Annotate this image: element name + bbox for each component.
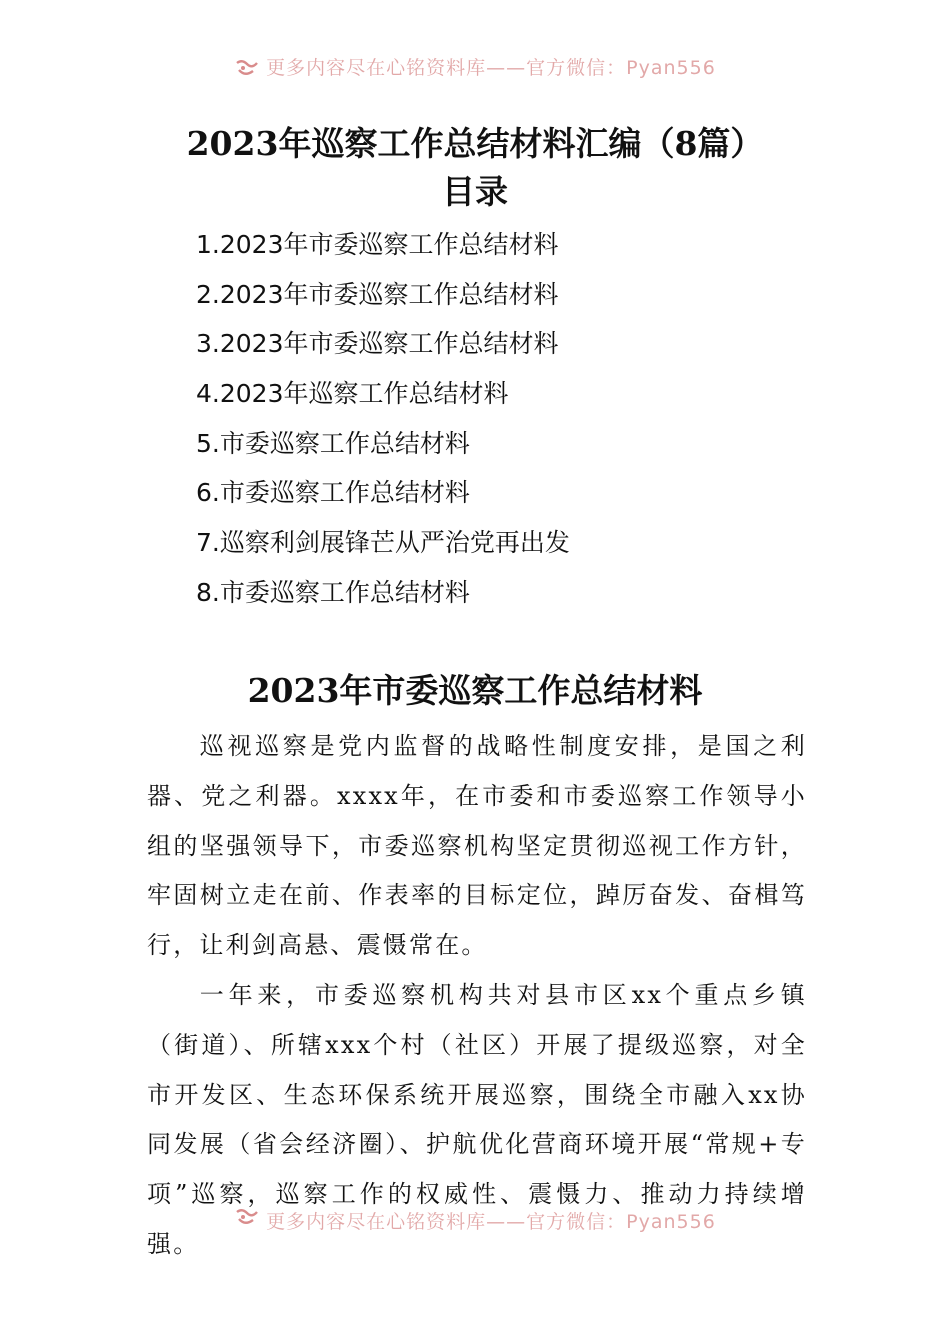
watermark-text: 更多内容尽在心铭资料库——官方微信：Pyan556 (266, 57, 716, 79)
table-of-contents (196, 222, 570, 620)
toc-item-4[interactable]: 4.2023年巡察工作总结材料 (196, 379, 509, 409)
toc-item-2[interactable]: 2.2023年市委巡察工作总结材料 (196, 279, 559, 309)
watermark-footer (0, 1207, 950, 1235)
toc-item-1[interactable]: 1.2023年市委巡察工作总结材料 (196, 230, 559, 259)
toc-item-3[interactable]: 3.2023年市委巡察工作总结材料 (196, 329, 559, 359)
document-title: 2023年巡察工作总结材料汇编（8篇） (186, 124, 764, 163)
toc-item-5[interactable]: 5.市委巡察工作总结材料 (196, 428, 470, 458)
paragraph-2: 一年来，市委巡察机构共对县市区xx个重点乡镇（街道）、所辖xxx个村（社区）开展了提级巡察，对全市开发区、生态环保系统开展巡察，围绕全市融入xx协同发展（省会经济圈）、护航优化营商环境开展“常规+专项”巡察，巡察工作的权威性、震慑力、推动力持续增强。 (147, 980, 807, 1258)
section-body (147, 722, 807, 1270)
toc-item-7[interactable]: 7.巡察利剑展锋芒从严治党再出发 (196, 528, 570, 558)
brand-logo-icon (234, 1207, 260, 1229)
brand-logo-icon (234, 58, 260, 80)
toc-heading: 目录 (442, 172, 508, 211)
paragraph-1: 巡视巡察是党内监督的战略性制度安排，是国之利器、党之利器。xxxx年，在市委和市委巡察工作领导小组的坚强领导下，市委巡察机构坚定贯彻巡视工作方针，牢固树立走在前、作表率的目标定位，踔厉奋发、奋楫笃行，让利剑高悬、震慑常在。 (147, 732, 807, 960)
watermark-header (0, 54, 950, 80)
toc-item-6[interactable]: 6.市委巡察工作总结材料 (196, 478, 470, 508)
toc-item-8[interactable]: 8.市委巡察工作总结材料 (196, 577, 470, 607)
section-title: 2023年市委巡察工作总结材料 (247, 671, 703, 710)
watermark-text: 更多内容尽在心铭资料库——官方微信：Pyan556 (266, 1211, 716, 1233)
